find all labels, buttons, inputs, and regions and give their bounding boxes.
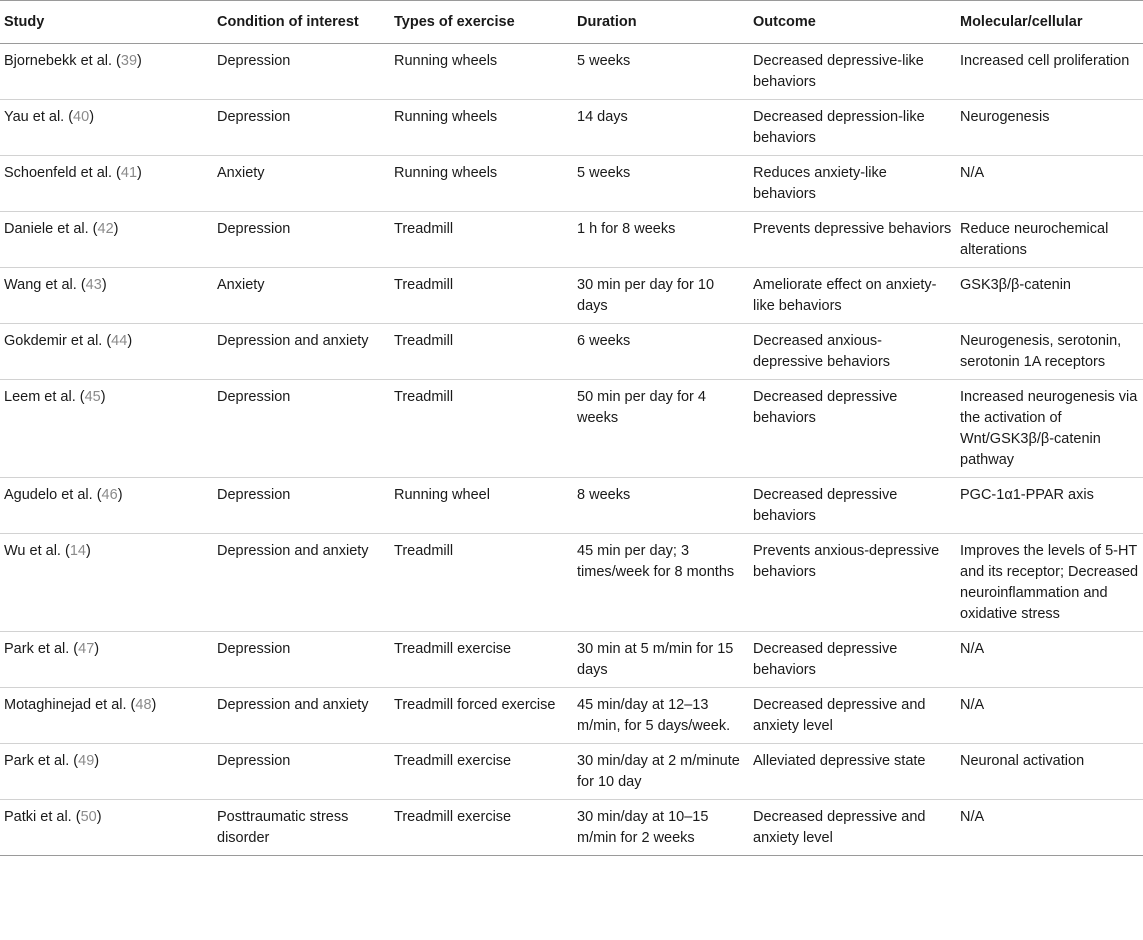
cell-exercise-type: Running wheel xyxy=(394,487,490,503)
study-author: Schoenfeld et al. ( xyxy=(4,165,121,181)
table-body xyxy=(0,44,1143,856)
cell-condition: Depression xyxy=(217,53,291,69)
reference-link[interactable]: 48 xyxy=(135,697,152,713)
cell-study xyxy=(0,212,213,268)
header-study: Study xyxy=(4,14,45,30)
cell-outcome: Prevents anxious-depressive behaviors xyxy=(753,543,940,580)
cell-study xyxy=(0,688,213,744)
table-row xyxy=(0,44,1143,100)
cell-condition: Depression xyxy=(217,753,291,769)
study-author: Agudelo et al. ( xyxy=(4,487,102,503)
cell-molecular: Reduce neurochemical alterations xyxy=(960,221,1109,258)
study-close-paren: ) xyxy=(127,333,133,349)
study-close-paren: ) xyxy=(101,277,107,293)
reference-link[interactable]: 39 xyxy=(120,53,138,69)
cell-outcome: Decreased depressive-like behaviors xyxy=(753,53,924,90)
study-author: Motaghinejad et al. ( xyxy=(4,697,136,713)
header-condition: Condition of interest xyxy=(217,14,359,30)
reference-link[interactable]: 44 xyxy=(111,333,128,349)
cell-exercise-type: Treadmill xyxy=(394,221,454,237)
cell-condition: Depression and anxiety xyxy=(217,543,369,559)
cell-condition: Posttraumatic stress disorder xyxy=(217,809,349,846)
study-author: Park et al. ( xyxy=(4,753,79,769)
cell-condition: Depression xyxy=(217,109,291,125)
cell-duration: 30 min/day at 10–15 m/min for 2 weeks xyxy=(577,809,709,846)
cell-exercise-type: Treadmill forced exercise xyxy=(394,697,556,713)
reference-link[interactable]: 41 xyxy=(120,165,138,181)
cell-condition: Depression and anxiety xyxy=(217,697,369,713)
cell-study xyxy=(0,744,213,800)
study-author: Yau et al. ( xyxy=(4,109,74,125)
reference-link[interactable]: 47 xyxy=(78,641,95,657)
cell-exercise-type: Treadmill exercise xyxy=(394,809,512,825)
study-author: Wu et al. ( xyxy=(4,543,70,559)
table-row xyxy=(0,800,1143,856)
study-close-paren: ) xyxy=(113,221,119,237)
table-header xyxy=(0,1,1143,44)
cell-molecular: Improves the levels of 5-HT and its receptor; Decreased neuroinflammation and oxidative stress xyxy=(960,543,1139,622)
cell-study xyxy=(0,800,213,856)
reference-link[interactable]: 40 xyxy=(73,109,90,125)
cell-molecular: GSK3β/β-catenin xyxy=(960,277,1071,293)
cell-molecular: N/A xyxy=(960,697,985,713)
header-row xyxy=(0,1,1143,44)
cell-outcome: Decreased depressive behaviors xyxy=(753,641,898,678)
cell-condition: Anxiety xyxy=(217,165,265,181)
cell-condition: Anxiety xyxy=(217,277,265,293)
cell-exercise-type: Treadmill xyxy=(394,277,454,293)
cell-duration: 50 min per day for 4 weeks xyxy=(577,389,706,426)
cell-outcome: Decreased depressive and anxiety level xyxy=(753,697,926,734)
study-author: Bjornebekk et al. ( xyxy=(4,53,121,69)
cell-duration: 14 days xyxy=(577,109,628,125)
cell-study xyxy=(0,156,213,212)
cell-condition: Depression xyxy=(217,221,291,237)
cell-molecular: Neuronal activation xyxy=(960,753,1085,769)
study-author: Daniele et al. ( xyxy=(4,221,98,237)
cell-duration: 30 min at 5 m/min for 15 days xyxy=(577,641,734,678)
cell-outcome: Decreased depression-like behaviors xyxy=(753,109,925,146)
cell-outcome: Decreased depressive and anxiety level xyxy=(753,809,926,846)
cell-molecular: Increased neurogenesis via the activation of Wnt/GSK3β/β-catenin pathway xyxy=(960,389,1138,468)
cell-outcome: Decreased anxious-depressive behaviors xyxy=(753,333,891,370)
cell-study xyxy=(0,268,213,324)
cell-duration: 6 weeks xyxy=(577,333,631,349)
cell-duration: 5 weeks xyxy=(577,53,631,69)
study-author: Park et al. ( xyxy=(4,641,79,657)
cell-study xyxy=(0,380,213,478)
table-row xyxy=(0,534,1143,632)
cell-exercise-type: Running wheels xyxy=(394,53,498,69)
cell-study xyxy=(0,324,213,380)
cell-molecular: Increased cell proliferation xyxy=(960,53,1130,69)
header-outcome: Outcome xyxy=(753,14,816,30)
study-close-paren: ) xyxy=(151,697,157,713)
study-close-paren: ) xyxy=(94,753,100,769)
cell-duration: 45 min/day at 12–13 m/min, for 5 days/week. xyxy=(577,697,731,734)
table-row xyxy=(0,156,1143,212)
study-close-paren: ) xyxy=(137,53,142,69)
cell-condition: Depression xyxy=(217,487,291,503)
study-close-paren: ) xyxy=(94,641,100,657)
reference-link[interactable]: 42 xyxy=(97,221,114,237)
cell-duration: 30 min/day at 2 m/minute for 10 day xyxy=(577,753,740,790)
study-close-paren: ) xyxy=(117,487,123,503)
cell-exercise-type: Treadmill xyxy=(394,543,454,559)
cell-exercise-type: Treadmill xyxy=(394,389,454,405)
cell-duration: 45 min per day; 3 times/week for 8 months xyxy=(577,543,735,580)
table-row xyxy=(0,744,1143,800)
cell-exercise-type: Treadmill xyxy=(394,333,454,349)
study-close-paren: ) xyxy=(96,809,102,825)
cell-condition: Depression and anxiety xyxy=(217,333,369,349)
cell-molecular: Neurogenesis xyxy=(960,109,1050,125)
cell-exercise-type: Running wheels xyxy=(394,165,498,181)
study-close-paren: ) xyxy=(85,543,91,559)
cell-outcome: Alleviated depressive state xyxy=(753,753,926,769)
header-molecular: Molecular/cellular xyxy=(960,14,1083,30)
cell-exercise-type: Running wheels xyxy=(394,109,498,125)
cell-study xyxy=(0,100,213,156)
cell-condition: Depression xyxy=(217,389,291,405)
study-close-paren: ) xyxy=(89,109,95,125)
cell-condition: Depression xyxy=(217,641,291,657)
cell-molecular: Neurogenesis, serotonin, serotonin 1A receptors xyxy=(960,333,1122,370)
cell-study xyxy=(0,534,213,632)
reference-link[interactable]: 50 xyxy=(80,809,97,825)
header-exercise-type: Types of exercise xyxy=(394,14,515,30)
header-duration: Duration xyxy=(577,14,637,30)
table-row xyxy=(0,380,1143,478)
cell-study xyxy=(0,632,213,688)
study-author: Gokdemir et al. ( xyxy=(4,333,112,349)
cell-study xyxy=(0,44,213,100)
cell-outcome: Decreased depressive behaviors xyxy=(753,389,898,426)
table-row xyxy=(0,100,1143,156)
cell-exercise-type: Treadmill exercise xyxy=(394,753,512,769)
cell-outcome: Decreased depressive behaviors xyxy=(753,487,898,524)
cell-molecular: N/A xyxy=(960,165,985,181)
reference-link[interactable]: 43 xyxy=(85,277,102,293)
study-close-paren: ) xyxy=(100,389,106,405)
table-row xyxy=(0,478,1143,534)
cell-duration: 30 min per day for 10 days xyxy=(577,277,715,314)
cell-duration: 8 weeks xyxy=(577,487,631,503)
reference-link[interactable]: 45 xyxy=(84,389,101,405)
study-close-paren: ) xyxy=(137,165,142,181)
table-row xyxy=(0,688,1143,744)
reference-link[interactable]: 49 xyxy=(78,753,95,769)
cell-outcome: Ameliorate effect on anxiety-like behaviors xyxy=(753,277,937,314)
table-row xyxy=(0,632,1143,688)
cell-molecular: PGC-1α1-PPAR axis xyxy=(960,487,1094,503)
cell-outcome: Reduces anxiety-like behaviors xyxy=(753,165,887,202)
reference-link[interactable]: 46 xyxy=(101,487,118,503)
study-author: Wang et al. ( xyxy=(4,277,86,293)
study-author: Patki et al. ( xyxy=(4,809,81,825)
table-row xyxy=(0,268,1143,324)
cell-exercise-type: Treadmill exercise xyxy=(394,641,512,657)
reference-link[interactable]: 14 xyxy=(69,543,86,559)
cell-duration: 5 weeks xyxy=(577,165,631,181)
table-row xyxy=(0,212,1143,268)
study-author: Leem et al. ( xyxy=(4,389,85,405)
table-row xyxy=(0,324,1143,380)
cell-molecular: N/A xyxy=(960,809,985,825)
cell-study xyxy=(0,478,213,534)
cell-molecular: N/A xyxy=(960,641,985,657)
cell-outcome: Prevents depressive behaviors xyxy=(753,221,952,237)
cell-duration: 1 h for 8 weeks xyxy=(577,221,676,237)
